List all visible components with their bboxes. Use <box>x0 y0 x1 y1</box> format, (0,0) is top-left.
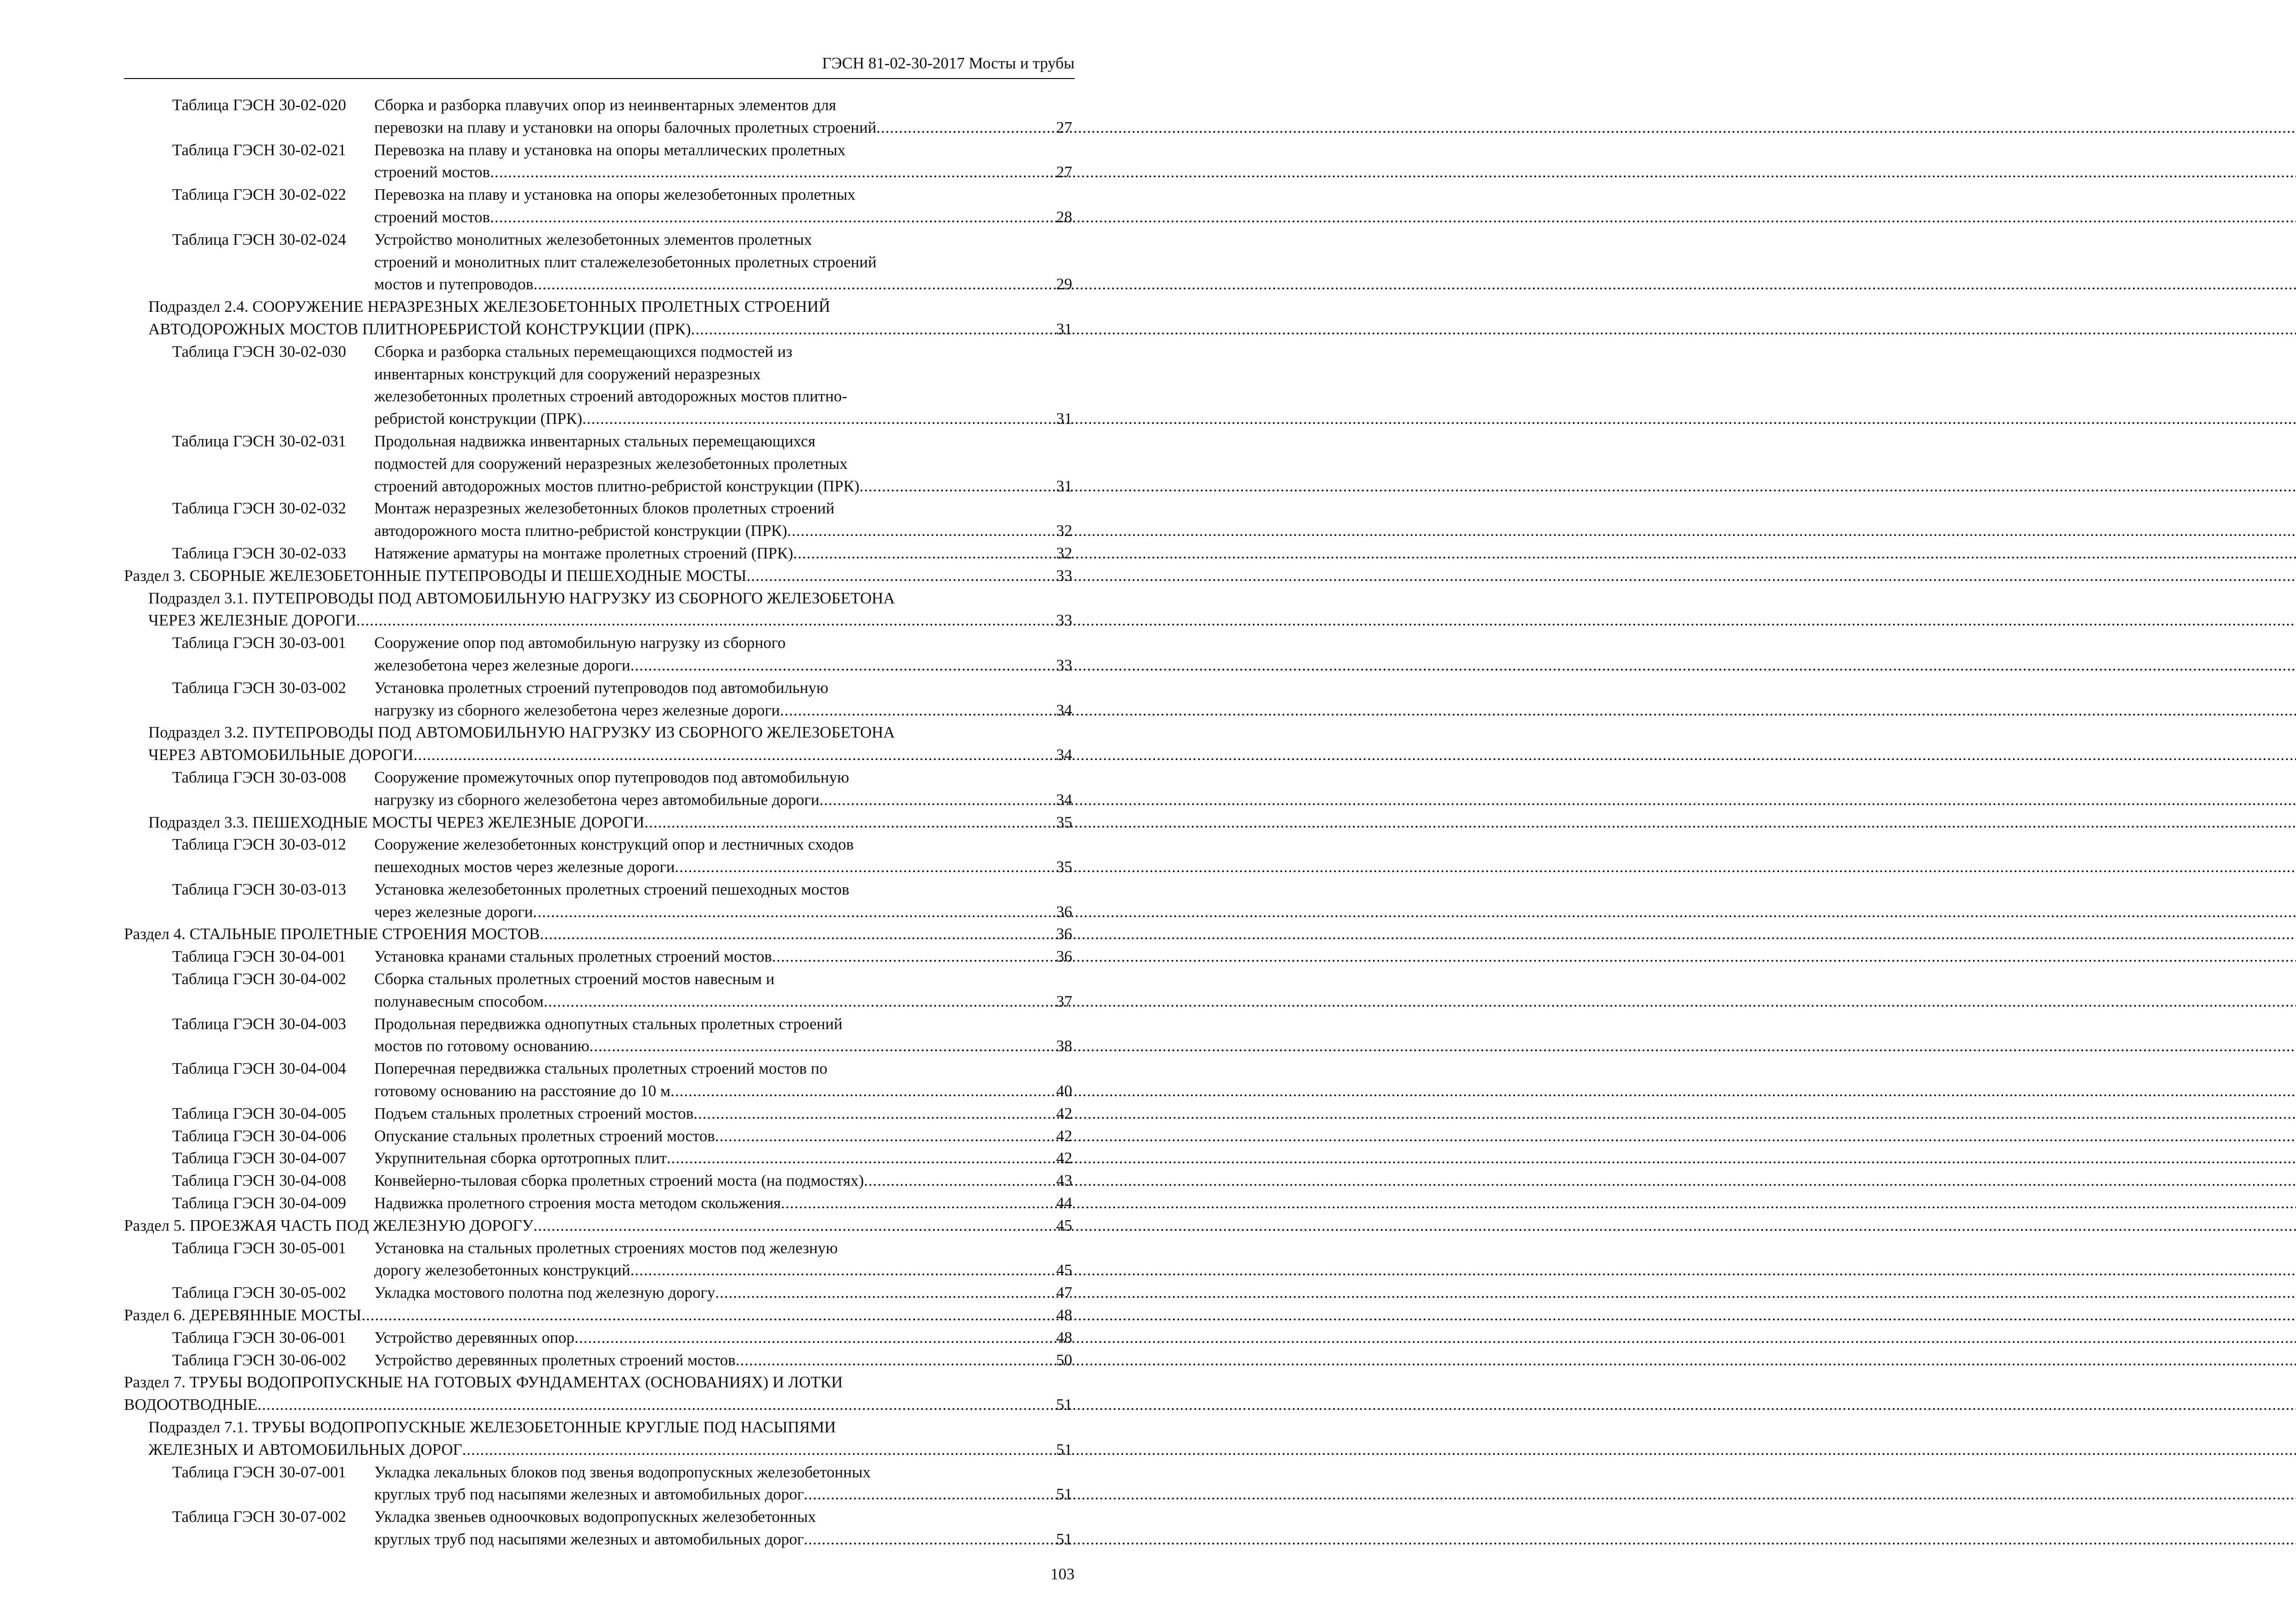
toc-entry-title <box>374 632 1072 677</box>
toc-entry-page-number: 43 <box>1056 1172 1072 1190</box>
toc-entry-page-number: 33 <box>1056 566 1072 585</box>
toc-entry-title <box>374 766 1072 811</box>
toc-entry-title <box>374 1147 1072 1170</box>
toc-entry-code: Таблица ГЭСН 30-03-001 <box>172 634 346 652</box>
dot-leader <box>540 923 1053 946</box>
toc-entry-line: Сборка и разборка стальных перемещающихся подмостей из <box>374 342 793 361</box>
toc-entry-title <box>374 1461 1072 1506</box>
toc-entry-table[interactable] <box>124 1013 1072 1058</box>
toc-entry-code: Таблица ГЭСН 30-03-012 <box>172 835 346 854</box>
toc-entry-line: Монтаж неразрезных железобетонных блоков пролетных строений <box>374 499 835 518</box>
dot-leader <box>413 744 1053 766</box>
dot-leader <box>804 1483 1053 1506</box>
toc-entry-table[interactable] <box>124 1125 1072 1148</box>
toc-entry-title <box>124 565 1072 587</box>
toc-entry-title <box>374 1058 1072 1103</box>
toc-entry-last-line <box>374 1125 1072 1148</box>
dot-leader <box>356 609 1053 632</box>
toc-entry-line: Перевозка на плаву и установка на опоры железобетонных пролетных <box>374 186 855 204</box>
toc-entry-title <box>374 834 1072 879</box>
toc-entry-table[interactable] <box>124 229 1072 296</box>
toc-entry-line: дорогу железобетонных конструкций <box>374 1261 630 1279</box>
dot-leader <box>258 1394 1053 1416</box>
page-header <box>124 51 1075 79</box>
toc-entry-code: Таблица ГЭСН 30-07-001 <box>172 1463 346 1481</box>
dot-leader <box>781 1192 1053 1215</box>
toc-entry-title <box>374 1013 1072 1058</box>
toc-entry-line: нагрузку из сборного железобетона через автомобильные дороги <box>374 790 820 809</box>
toc-entry-code: Таблица ГЭСН 30-06-001 <box>172 1328 346 1346</box>
toc-entry-code: Таблица ГЭСН 30-04-009 <box>172 1194 346 1212</box>
toc-entry-title <box>374 1327 1072 1349</box>
toc-entry-title <box>374 879 1072 924</box>
toc-entry-section[interactable] <box>124 1371 1072 1416</box>
toc-entry-table[interactable] <box>124 1192 1072 1215</box>
toc-entry-line: Сооружение промежуточных опор путепроводов под автомобильную <box>374 768 850 786</box>
toc-entry-code: Таблица ГЭСН 30-02-031 <box>172 432 346 450</box>
toc-entry-page-number: 42 <box>1056 1127 1072 1145</box>
toc-entry-title <box>374 430 1072 497</box>
toc-entry-table[interactable] <box>124 677 1072 722</box>
toc-entry-line: Сборка и разборка плавучих опор из неинвентарных элементов для <box>374 96 837 114</box>
toc-entry-last-line <box>374 946 1072 968</box>
toc-entry-table[interactable] <box>124 184 1072 229</box>
toc-entry-code: Таблица ГЭСН 30-06-002 <box>172 1351 346 1369</box>
toc-entry-last-line <box>374 991 1072 1013</box>
toc-entry-code: Таблица ГЭСН 30-04-002 <box>172 970 346 988</box>
toc-entry-line: Устройство деревянных опор <box>374 1328 574 1346</box>
dot-leader <box>667 1147 1053 1170</box>
toc-entry-last-line <box>374 1282 1072 1304</box>
toc-entry-page-number: 44 <box>1056 1194 1072 1212</box>
toc-entry-line: Сооружение опор под автомобильную нагрузку из сборного <box>374 634 786 652</box>
toc-entry-line: ЧЕРЕЗ АВТОМОБИЛЬНЫЕ ДОРОГИ <box>148 746 414 764</box>
toc-entry-subsection[interactable] <box>124 296 1072 341</box>
toc-entry-table[interactable] <box>124 1506 1072 1551</box>
toc-entry-table[interactable] <box>124 632 1072 677</box>
toc-entry-last-line <box>124 1215 1072 1237</box>
toc-entry-page-number: 51 <box>1056 1396 1072 1414</box>
toc-entry-line: через железные дороги <box>374 902 533 921</box>
toc-entry-last-line <box>374 901 1072 924</box>
toc-entry-page-number: 29 <box>1056 275 1072 293</box>
toc-entry-page-number: 37 <box>1056 992 1072 1010</box>
toc-entry-line: нагрузку из сборного железобетона через железные дороги <box>374 701 780 719</box>
toc-entry-line: ребристой конструкции (ПРК) <box>374 410 583 428</box>
toc-entry-last-line <box>374 1147 1072 1170</box>
toc-entry-line: Продольная передвижка однопутных стальных пролетных строений <box>374 1014 843 1033</box>
toc-entry-table[interactable] <box>124 497 1072 542</box>
toc-entry-line: строений мостов <box>374 163 490 181</box>
toc-entry-line: ВОДООТВОДНЫЕ <box>124 1396 258 1414</box>
dot-leader <box>462 1439 1053 1461</box>
toc-entry-last-line <box>124 1304 1072 1327</box>
toc-entry-line: подмостей для сооружений неразрезных железобетонных пролетных <box>374 454 848 473</box>
dot-leader <box>819 789 1053 811</box>
toc-entry-title <box>124 296 1072 341</box>
toc-entry-line: готовому основанию на расстояние до 10 м <box>374 1082 671 1100</box>
toc-entry-last-line <box>374 520 1072 542</box>
toc-entry-table[interactable] <box>124 879 1072 924</box>
toc-entry-line: круглых труб под насыпями железных и автомобильных дорог <box>374 1485 804 1504</box>
toc-entry-page-number: 48 <box>1056 1306 1072 1324</box>
toc-entry-page-number: 45 <box>1056 1261 1072 1279</box>
toc-entry-page-number: 35 <box>1056 813 1072 831</box>
toc-entry-code: Таблица ГЭСН 30-05-002 <box>172 1284 346 1302</box>
toc-entry-last-line <box>374 1192 1072 1215</box>
dot-leader <box>780 699 1053 722</box>
toc-entry-table[interactable] <box>124 341 1072 430</box>
dot-leader <box>793 542 1053 565</box>
toc-entry-code: Таблица ГЭСН 30-04-003 <box>172 1014 346 1033</box>
dot-leader <box>693 1103 1053 1125</box>
toc-entry-page-number: 32 <box>1056 544 1072 562</box>
toc-entry-title <box>374 497 1072 542</box>
toc-entry-code: Таблица ГЭСН 30-04-005 <box>172 1104 346 1122</box>
toc-entry-title <box>374 1506 1072 1551</box>
toc-entry-code: Таблица ГЭСН 30-02-021 <box>172 141 346 159</box>
toc-entry-last-line <box>374 1035 1072 1058</box>
toc-entry-code: Таблица ГЭСН 30-02-033 <box>172 544 346 562</box>
toc-entry-page-number: 32 <box>1056 522 1072 540</box>
toc-entry-last-line <box>124 565 1072 587</box>
toc-entry-page-number: 50 <box>1056 1351 1072 1369</box>
toc-entry-table[interactable] <box>124 1103 1072 1125</box>
toc-entry-title <box>374 184 1072 229</box>
toc-entry-title <box>124 923 1072 946</box>
toc-entry-line: Раздел 6. ДЕРЕВЯННЫЕ МОСТЫ <box>124 1306 362 1324</box>
toc-entry-line: перевозки на плаву и установки на опоры балочных пролетных строений <box>374 118 877 136</box>
toc-entry-title <box>374 139 1072 184</box>
toc-entry-line: АВТОДОРОЖНЫХ МОСТОВ ПЛИТНОРЕБРИСТОЙ КОНСТРУКЦИИ (ПРК) <box>148 320 691 338</box>
toc-entry-code: Таблица ГЭСН 30-04-008 <box>172 1172 346 1190</box>
toc-entry-section[interactable] <box>124 1215 1072 1237</box>
toc-entry-last-line <box>148 1439 1072 1461</box>
toc-entry-title <box>374 1192 1072 1215</box>
toc-entry-last-line <box>148 609 1072 632</box>
toc-entry-page-number: 33 <box>1056 656 1072 674</box>
toc-entry-page-number: 36 <box>1056 947 1072 966</box>
dot-leader <box>736 1349 1053 1372</box>
dot-leader <box>787 520 1053 542</box>
dot-leader <box>490 161 1053 184</box>
toc-entry-page-number: 35 <box>1056 858 1072 876</box>
toc-entry-table[interactable] <box>124 1170 1072 1192</box>
toc-entry-title <box>374 968 1072 1013</box>
toc-entry-code: Таблица ГЭСН 30-02-022 <box>172 186 346 204</box>
toc-entry-subsection[interactable] <box>124 721 1072 766</box>
dot-leader <box>772 946 1053 968</box>
toc-entry-line: Установка на стальных пролетных строениях мостов под железную <box>374 1239 838 1257</box>
toc-entry-line: Подраздел 3.1. ПУТЕПРОВОДЫ ПОД АВТОМОБИЛЬНУЮ НАГРУЗКУ ИЗ СБОРНОГО ЖЕЛЕЗОБЕТОНА <box>148 589 895 607</box>
toc-entry-table[interactable] <box>124 542 1072 565</box>
toc-entry-page-number: 28 <box>1056 208 1072 226</box>
toc-entry-line: Натяжение арматуры на монтаже пролетных строений (ПРК) <box>374 544 793 562</box>
toc-entry-line: инвентарных конструкций для сооружений неразрезных <box>374 365 761 383</box>
toc-entry-title <box>374 1282 1072 1304</box>
toc-entry-code: Таблица ГЭСН 30-04-007 <box>172 1149 346 1167</box>
toc-entry-table[interactable] <box>124 139 1072 184</box>
toc-entry-code: Таблица ГЭСН 30-02-032 <box>172 499 346 518</box>
toc-entry-table[interactable] <box>124 766 1072 811</box>
toc-entry-title <box>124 1304 1072 1327</box>
toc-entry-last-line <box>374 1349 1072 1372</box>
toc-entry-last-line <box>374 1483 1072 1506</box>
toc-entry-page-number: 31 <box>1056 320 1072 338</box>
toc-entry-line: Перевозка на плаву и установка на опоры металлических пролетных <box>374 141 846 159</box>
toc-entry-last-line <box>148 318 1072 341</box>
toc-entry-last-line <box>148 744 1072 766</box>
dot-leader <box>589 1035 1053 1058</box>
toc-entry-line: мостов по готовому основанию <box>374 1037 590 1055</box>
toc-entry-page-number: 45 <box>1056 1216 1072 1234</box>
dot-leader <box>864 1170 1053 1192</box>
toc-entry-line: полунавесным способом <box>374 992 544 1010</box>
toc-entry-line: Раздел 7. ТРУБЫ ВОДОПРОПУСКНЫЕ НА ГОТОВЫХ ФУНДАМЕНТАХ (ОСНОВАНИЯХ) И ЛОТКИ <box>124 1373 843 1391</box>
toc-entry-table[interactable] <box>124 430 1072 497</box>
toc-entry-subsection[interactable] <box>124 587 1072 632</box>
toc-entry-line: Раздел 4. СТАЛЬНЫЕ ПРОЛЕТНЫЕ СТРОЕНИЯ МОСТОВ <box>124 925 540 943</box>
toc-entry-section[interactable] <box>124 923 1072 946</box>
toc-entry-code: Таблица ГЭСН 30-04-004 <box>172 1059 346 1078</box>
toc-entry-table[interactable] <box>124 834 1072 879</box>
dot-leader <box>877 117 1053 139</box>
toc-entry-section[interactable] <box>124 1304 1072 1327</box>
toc-entry-title <box>124 1371 1072 1416</box>
toc-entry-code: Таблица ГЭСН 30-05-001 <box>172 1239 346 1257</box>
page-number: 103 <box>1050 1565 1075 1583</box>
toc-entry-line: Поперечная передвижка стальных пролетных строений мостов по <box>374 1059 827 1078</box>
dot-leader <box>534 1215 1053 1237</box>
toc-entry-title <box>124 587 1072 632</box>
toc-entry-line: железобетонных пролетных строений автодорожных мостов плитно- <box>374 387 847 406</box>
toc-entry-code: Таблица ГЭСН 30-07-002 <box>172 1508 346 1526</box>
toc-entry-page-number: 42 <box>1056 1104 1072 1122</box>
toc-entry-line: Укладка лекальных блоков под звенья водопропускных железобетонных <box>374 1463 871 1481</box>
toc-entry-last-line <box>374 1080 1072 1103</box>
toc-entry-title <box>374 1170 1072 1192</box>
toc-entry-line: Сборка стальных пролетных строений мостов навесным и <box>374 970 775 988</box>
toc-entry-table[interactable] <box>124 1147 1072 1170</box>
toc-entry-line: Опускание стальных пролетных строений мостов <box>374 1127 715 1145</box>
toc-entry-code: Таблица ГЭСН 30-04-006 <box>172 1127 346 1145</box>
toc-entry-last-line <box>374 1327 1072 1349</box>
toc-entry-code: Таблица ГЭСН 30-02-024 <box>172 230 346 248</box>
dot-leader <box>630 1259 1053 1282</box>
toc-entry-code: Таблица ГЭСН 30-02-020 <box>172 96 346 114</box>
toc-entry-title <box>374 229 1072 296</box>
toc-entry-line: Надвижка пролетного строения моста методом скольжения <box>374 1194 781 1212</box>
toc-entry-title <box>374 94 1072 139</box>
toc-entry-table[interactable] <box>124 968 1072 1013</box>
toc-entry-code: Таблица ГЭСН 30-03-013 <box>172 880 346 898</box>
toc-entry-title <box>374 542 1072 565</box>
toc-entry-title <box>374 677 1072 722</box>
toc-entry-page-number: 38 <box>1056 1037 1072 1055</box>
toc-entry-line: Конвейерно-тыловая сборка пролетных строений моста (на подмостях) <box>374 1172 864 1190</box>
toc-entry-line: Установка кранами стальных пролетных строений мостов <box>374 947 772 966</box>
toc-entry-line: ЧЕРЕЗ ЖЕЛЕЗНЫЕ ДОРОГИ <box>148 611 356 630</box>
toc-entry-line: Подраздел 7.1. ТРУБЫ ВОДОПРОПУСКНЫЕ ЖЕЛЕЗОБЕТОННЫЕ КРУГЛЫЕ ПОД НАСЫПЯМИ <box>148 1418 836 1436</box>
toc-entry-title <box>374 946 1072 968</box>
toc-entry-line: Укладка мостового полотна под железную дорогу <box>374 1284 715 1302</box>
toc-entry-code: Таблица ГЭСН 30-02-030 <box>172 342 346 361</box>
toc-entry-line: строений и монолитных плит сталежелезобетонных пролетных строений <box>374 253 877 271</box>
toc-entry-page-number: 34 <box>1056 746 1072 764</box>
toc-entry-title <box>374 1237 1072 1282</box>
toc-entry-line: Раздел 3. СБОРНЫЕ ЖЕЛЕЗОБЕТОННЫЕ ПУТЕПРОВОДЫ И ПЕШЕХОДНЫЕ МОСТЫ <box>124 566 747 585</box>
toc-entry-page-number: 42 <box>1056 1149 1072 1167</box>
toc-entry-last-line <box>374 117 1072 139</box>
toc-entry-last-line <box>374 1528 1072 1551</box>
toc-entry-page-number: 51 <box>1056 1440 1072 1459</box>
dot-leader <box>670 1080 1053 1103</box>
toc-entry-section[interactable] <box>124 565 1072 587</box>
toc-entry-line: пешеходных мостов через железные дороги <box>374 858 675 876</box>
dot-leader <box>534 273 1053 296</box>
toc-entry-page-number: 31 <box>1056 410 1072 428</box>
toc-entry-title <box>124 1416 1072 1461</box>
toc-entry-line: строений автодорожных мостов плитно-ребристой конструкции (ПРК) <box>374 477 860 495</box>
toc-entry-line: Подраздел 3.3. ПЕШЕХОДНЫЕ МОСТЫ ЧЕРЕЗ ЖЕЛЕЗНЫЕ ДОРОГИ <box>148 813 645 831</box>
dot-leader <box>675 856 1053 879</box>
toc-entry-last-line <box>374 475 1072 498</box>
toc-entry-line: Подъем стальных пролетных строений мостов <box>374 1104 694 1122</box>
dot-leader <box>582 408 1053 430</box>
dot-leader <box>361 1304 1053 1327</box>
table-of-contents <box>124 94 1072 1551</box>
toc-entry-page-number: 33 <box>1056 611 1072 630</box>
toc-entry-line: ЖЕЛЕЗНЫХ И АВТОМОБИЛЬНЫХ ДОРОГ <box>148 1440 462 1459</box>
toc-entry-title <box>374 1103 1072 1125</box>
toc-entry-page-number: 27 <box>1056 163 1072 181</box>
toc-entry-code: Таблица ГЭСН 30-04-001 <box>172 947 346 966</box>
toc-entry-line: Укрупнительная сборка ортотропных плит <box>374 1149 667 1167</box>
toc-entry-last-line <box>374 654 1072 677</box>
toc-entry-line: Раздел 5. ПРОЕЗЖАЯ ЧАСТЬ ПОД ЖЕЛЕЗНУЮ ДОРОГУ <box>124 1216 534 1234</box>
dot-leader <box>747 565 1053 587</box>
toc-entry-subsection[interactable] <box>124 1416 1072 1461</box>
toc-entry-last-line <box>124 1394 1072 1416</box>
toc-entry-last-line <box>374 542 1072 565</box>
dot-leader <box>574 1327 1053 1349</box>
toc-entry-table[interactable] <box>124 1237 1072 1282</box>
toc-entry-line: Укладка звеньев одноочковых водопропускных железобетонных <box>374 1508 816 1526</box>
toc-entry-page-number: 27 <box>1056 118 1072 136</box>
toc-entry-last-line <box>374 206 1072 229</box>
dot-leader <box>490 206 1053 229</box>
toc-entry-last-line <box>374 1259 1072 1282</box>
toc-entry-line: Сооружение железобетонных конструкций опор и лестничных сходов <box>374 835 854 854</box>
toc-entry-table[interactable] <box>124 94 1072 139</box>
toc-entry-title <box>124 1215 1072 1237</box>
toc-entry-page-number: 36 <box>1056 925 1072 943</box>
toc-entry-last-line <box>374 856 1072 879</box>
toc-entry-last-line <box>374 1170 1072 1192</box>
toc-entry-subsection[interactable] <box>124 811 1072 834</box>
toc-entry-page-number: 31 <box>1056 477 1072 495</box>
toc-entry-page-number: 34 <box>1056 790 1072 809</box>
toc-entry-line: Устройство деревянных пролетных строений мостов <box>374 1351 736 1369</box>
toc-entry-page-number: 47 <box>1056 1284 1072 1302</box>
toc-entry-title <box>374 1349 1072 1372</box>
toc-entry-title <box>374 1125 1072 1148</box>
toc-entry-title <box>124 721 1072 766</box>
dot-leader <box>630 654 1053 677</box>
toc-entry-line: автодорожного моста плитно-ребристой конструкции (ПРК) <box>374 522 788 540</box>
toc-entry-page-number: 34 <box>1056 701 1072 719</box>
toc-entry-last-line <box>374 273 1072 296</box>
dot-leader <box>804 1528 1053 1551</box>
toc-entry-table[interactable] <box>124 1058 1072 1103</box>
toc-entry-last-line <box>374 789 1072 811</box>
toc-entry-last-line <box>374 161 1072 184</box>
toc-entry-line: железобетона через железные дороги <box>374 656 630 674</box>
toc-entry-code: Таблица ГЭСН 30-03-002 <box>172 678 346 697</box>
toc-entry-code: Таблица ГЭСН 30-03-008 <box>172 768 346 786</box>
toc-entry-last-line <box>148 811 1072 834</box>
toc-entry-last-line <box>374 408 1072 430</box>
toc-entry-title <box>124 811 1072 834</box>
toc-entry-page-number: 48 <box>1056 1328 1072 1346</box>
header-title: ГЭСН 81-02-30-2017 Мосты и трубы <box>822 54 1075 72</box>
toc-entry-page-number: 51 <box>1056 1485 1072 1504</box>
dot-leader <box>691 318 1053 341</box>
toc-entry-line: Продольная надвижка инвентарных стальных перемещающихся <box>374 432 816 450</box>
dot-leader <box>715 1282 1053 1304</box>
toc-entry-last-line <box>124 923 1072 946</box>
toc-entry-table[interactable] <box>124 946 1072 968</box>
toc-entry-table[interactable] <box>124 1282 1072 1304</box>
toc-entry-last-line <box>374 699 1072 722</box>
toc-entry-line: Подраздел 2.4. СООРУЖЕНИЕ НЕРАЗРЕЗНЫХ ЖЕЛЕЗОБЕТОННЫХ ПРОЛЕТНЫХ СТРОЕНИЙ <box>148 298 831 316</box>
toc-entry-table[interactable] <box>124 1461 1072 1506</box>
dot-leader <box>644 811 1053 834</box>
toc-entry-table[interactable] <box>124 1349 1072 1372</box>
dot-leader <box>715 1125 1053 1148</box>
toc-entry-last-line <box>374 1103 1072 1125</box>
toc-entry-page-number: 51 <box>1056 1530 1072 1548</box>
toc-entry-page-number: 36 <box>1056 902 1072 921</box>
dot-leader <box>533 901 1053 924</box>
toc-entry-line: Установка железобетонных пролетных строений пешеходных мостов <box>374 880 850 898</box>
toc-entry-line: Установка пролетных строений путепроводов под автомобильную <box>374 678 828 697</box>
toc-entry-page-number: 40 <box>1056 1082 1072 1100</box>
toc-entry-title <box>374 341 1072 430</box>
toc-entry-line: мостов и путепроводов <box>374 275 534 293</box>
toc-entry-line: Устройство монолитных железобетонных элементов пролетных <box>374 230 812 248</box>
dot-leader <box>544 991 1053 1013</box>
toc-entry-line: Подраздел 3.2. ПУТЕПРОВОДЫ ПОД АВТОМОБИЛЬНУЮ НАГРУЗКУ ИЗ СБОРНОГО ЖЕЛЕЗОБЕТОНА <box>148 723 895 742</box>
dot-leader <box>860 475 1053 498</box>
toc-entry-line: круглых труб под насыпями железных и автомобильных дорог <box>374 1530 804 1548</box>
toc-entry-line: строений мостов <box>374 208 490 226</box>
toc-entry-table[interactable] <box>124 1327 1072 1349</box>
